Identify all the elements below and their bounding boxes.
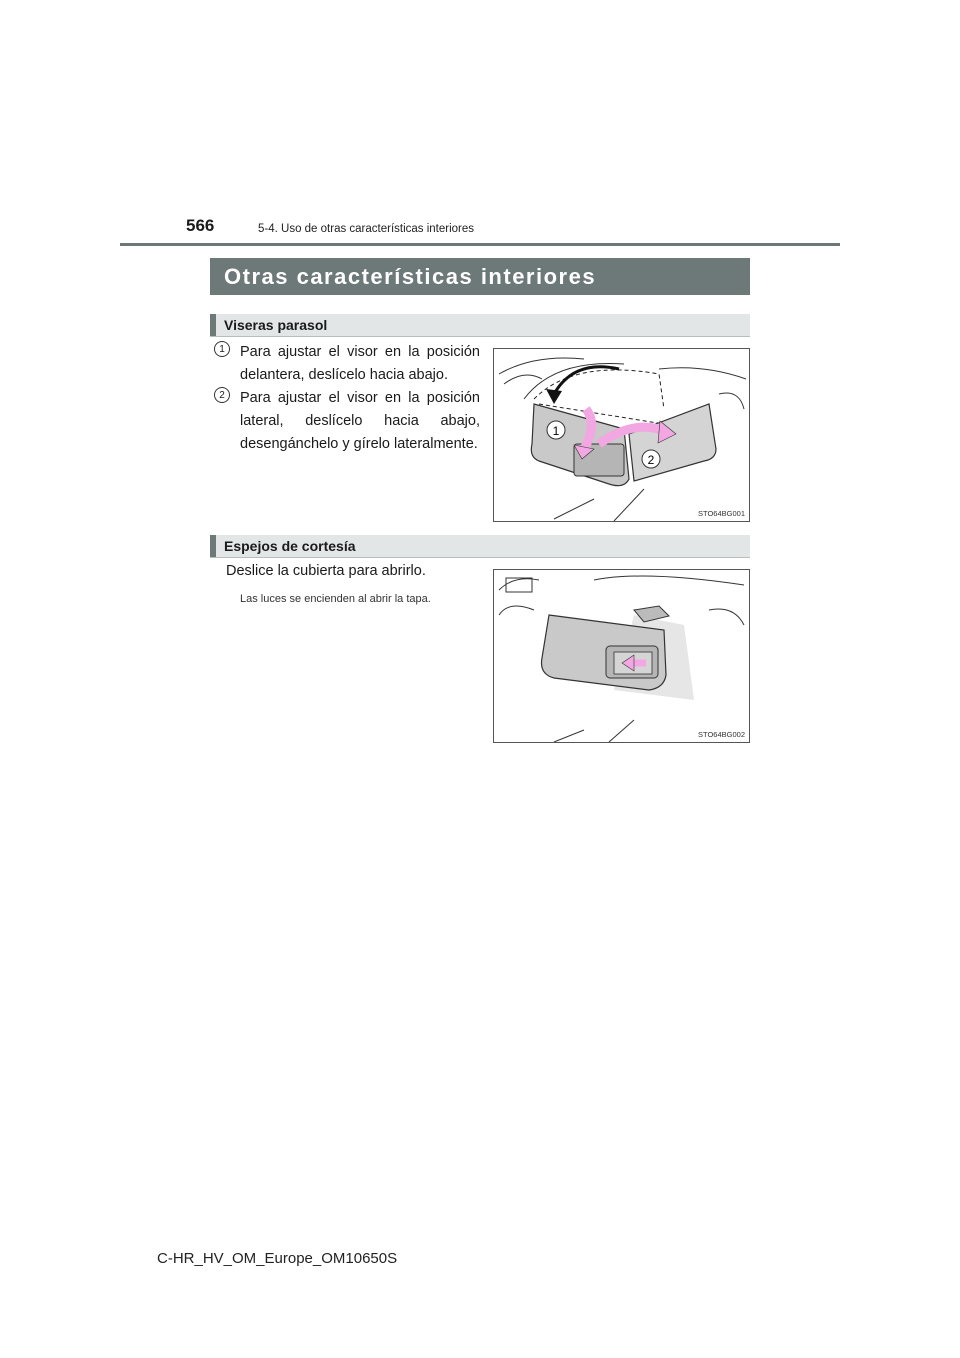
section-header-sun-visors <box>210 314 750 337</box>
figure-code: STO64BG002 <box>698 730 745 739</box>
mirror-note: Las luces se encienden al abrir la tapa. <box>240 593 431 605</box>
section-title: Espejos de cortesía <box>224 538 356 554</box>
main-title: Otras características interiores <box>224 263 597 289</box>
section-title: Viseras parasol <box>224 317 328 333</box>
section-accent <box>210 314 216 336</box>
main-title-bar <box>210 258 750 295</box>
figure-code: STO64BG001 <box>698 509 745 518</box>
section-header-vanity-mirrors <box>210 535 750 558</box>
vanity-mirror-illustration <box>493 569 750 743</box>
step-text: Para ajustar el visor en la posición delantera, deslícelo hacia abajo. <box>240 344 480 383</box>
step-text: Para ajustar el visor en la posición lateral, deslícelo hacia abajo, desengánchelo y gírelo lateralmente. <box>240 390 480 452</box>
page-number: 566 <box>186 216 215 235</box>
list-item <box>214 387 480 456</box>
list-item <box>214 341 480 387</box>
header-rule <box>120 243 840 246</box>
figure-callout: 2 <box>647 453 655 467</box>
sun-visor-illustration <box>493 348 750 522</box>
vanity-mirror-drawing <box>494 570 749 742</box>
section-accent <box>210 535 216 557</box>
mirror-instruction: Deslice la cubierta para abrirlo. <box>226 563 426 579</box>
document-footer: C-HR_HV_OM_Europe_OM10650S <box>157 1250 398 1267</box>
sun-visor-drawing <box>494 349 749 521</box>
running-header: 5-4. Uso de otras características interiores <box>258 223 475 235</box>
figure-callout: 1 <box>552 424 560 438</box>
step-number-badge: 2 <box>214 387 230 403</box>
step-number-badge: 1 <box>214 341 230 357</box>
